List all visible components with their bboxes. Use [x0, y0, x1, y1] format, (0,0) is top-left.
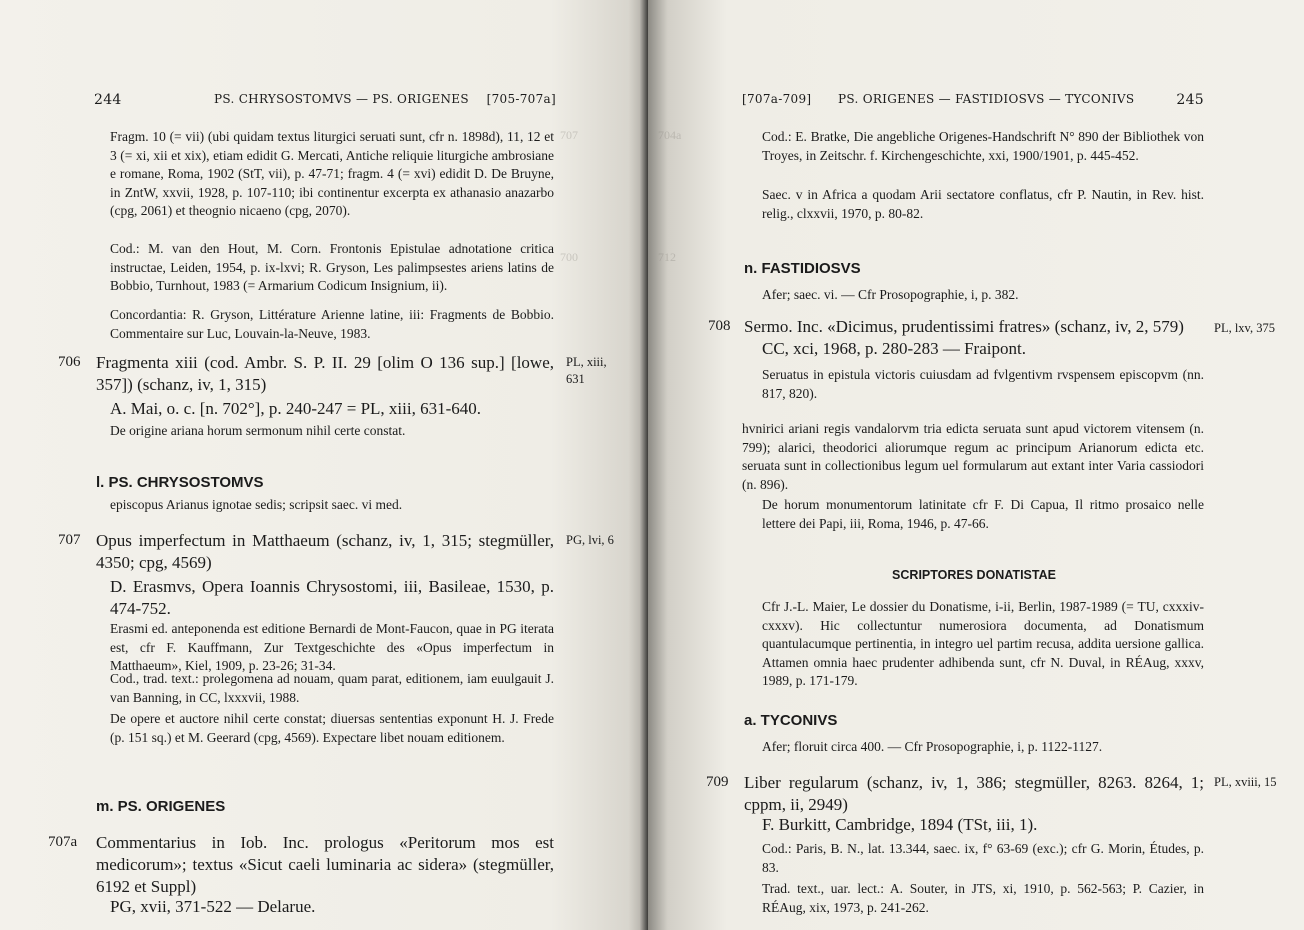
- cod-paragraph: Cod.: E. Bratke, Die angebliche Origenes-Handschrift N° 890 der Bibliothek von Troyes, in Zeitschr. f. Kirchengeschichte, xxi, 1900/1901, p. 445-452.: [762, 129, 1204, 163]
- edition-line: F. Burkitt, Cambridge, 1894 (TSt, iii, 1).: [762, 815, 1038, 834]
- section-heading: l. PS. CHRYSOSTOMVS: [96, 474, 264, 491]
- entry-number: 706: [58, 354, 81, 370]
- edition-line: PG, xvii, 371-522 — Delarue.: [110, 897, 316, 916]
- section-heading: n. FASTIDIOSVS: [744, 260, 861, 277]
- entry-707a-title: Commentarius in Iob. Inc. prologus «Peritorum mos est medicorum»; textus «Sicut caeli luminaria ac sidera» (stegmüller, 6192 et Suppl): [96, 833, 554, 896]
- right-running-head: [742, 92, 1204, 106]
- saec-paragraph: Saec. v in Africa a quodam Arii sectatore conflatus, cfr P. Nautin, in Rev. hist. relig., clxxvii, 1970, p. 80-82.: [762, 187, 1204, 221]
- cod-paragraph: Cod.: M. van den Hout, M. Corn. Frontonis Epistulae adnotatione critica instructae, Leiden, 1954, p. ix-lxvi; R. Gryson, Les palimpsestes ariens latins de Bobbio, Turnhout, 1983 (= Armarium Codicum Insignium, ii).: [110, 241, 554, 294]
- fragm-paragraph: Fragm. 10 (= vii) (ubi quidam textus liturgici seruati sunt, cfr n. 1898d), 11, 12 et 3 (= xi, xii et xix), etiam edidit G. Mercati, Antiche reliquie liturgiche ambrosiane e romane, Roma, 1902 (StT, vii), p. 47-71; fragm. 4 (= xvi) edidit D. De Bruyne, in ZntW, xxvii, 1928, p. 107-110; ibi continentur excerpta ex athanasio anazarbo (cpg, 2061) et theognio nicaeno (cpg, 2070).: [110, 129, 554, 219]
- entry-number: 707: [58, 532, 81, 548]
- left-page: [0, 0, 648, 930]
- entry-709-title: Liber regularum (schanz, iv, 1, 386; stegmüller, 8263. 8264, 1; cppm, ii, 2949): [744, 773, 1204, 814]
- section-heading: m. PS. ORIGENES: [96, 798, 226, 815]
- pg-reference: PG, lvi, 6: [566, 533, 614, 547]
- show-through-text: 712: [658, 250, 676, 264]
- entry-707-title: Opus imperfectum in Matthaeum (schanz, iv, 1, 315; stegmüller, 4350; cpg, 4569): [96, 531, 554, 572]
- section-heading: SCRIPTORES DONATISTAE: [892, 568, 1056, 582]
- edition-line: D. Erasmvs, Opera Ioannis Chrysostomi, iii, Basileae, 1530, p. 474-752.: [110, 577, 554, 618]
- entry-708-title: Sermo. Inc. «Dicimus, prudentissimi fratres» (schanz, iv, 2, 579): [744, 317, 1184, 336]
- entry-number: 708: [708, 318, 731, 334]
- entry-number: 709: [706, 774, 729, 790]
- range: [707a-709]: [742, 92, 812, 106]
- page-number: 245: [1176, 92, 1204, 108]
- entry-number: 707a: [48, 834, 78, 850]
- left-running-head: [94, 92, 556, 108]
- section-note: Afer; saec. vi. — Cfr Prosopographie, i, p. 382.: [762, 287, 1019, 302]
- show-through-text: 707: [560, 128, 578, 142]
- show-through-text: 700: [560, 250, 578, 264]
- right-page: [648, 0, 1304, 930]
- edition-line: A. Mai, o. c. [n. 702°], p. 240-247 = PL, xiii, 631-640.: [110, 399, 481, 418]
- page-number: 244: [94, 92, 122, 108]
- erasmus-paragraph: Erasmi ed. anteponenda est editione Bernardi de Mont-Faucon, quae in PG iterata est, cfr F. Kauffmann, Zur Textgeschichte des «Opus imperfectum in Matthaeum», Kiel, 1909, p. 23-26; 31-34.: [110, 621, 554, 674]
- section-note: Afer; floruit circa 400. — Cfr Prosopographie, i, p. 1122-1127.: [762, 739, 1103, 754]
- show-through-text: 704a: [658, 128, 682, 142]
- concordantia-paragraph: Concordantia: R. Gryson, Littérature Arienne latine, iii: Fragments de Bobbio. Commentaire sur Luc, Louvain-la-Neuve, 1983.: [110, 307, 554, 341]
- latinitate-paragraph: De horum monumentorum latinitate cfr F. Di Capua, Il ritmo prosaico nelle lettere dei Papi, iii, Roma, 1946, p. 47-66.: [762, 497, 1204, 531]
- pl-reference: PL, xviii, 15: [1214, 775, 1277, 789]
- donatistae-paragraph: Cfr J.-L. Maier, Le dossier du Donatisme, i-ii, Berlin, 1987-1989 (= TU, cxxxiv-cxxxv). Hic collectuntur numerosiora documenta, ad Donatismum quantulacumque pertinentia, in integro uel partim recusa, addita uersione gallica. Attamen omnia haec prudenter adhibenda sunt, cfr N. Duval, in RÉAug, xxxv, 1989, p. 171-179.: [762, 599, 1204, 689]
- trad-text-paragraph: Cod., trad. text.: prolegomena ad nouam, quam parat, editionem, iam euulgauit J. van Banning, in CC, lxxxvii, 1988.: [110, 671, 554, 705]
- opere-paragraph: De opere et auctore nihil certe constat; diuersas sententias exponunt H. J. Frede (p. 151 sq.) et M. Geerard (cpg, 4569). Expectare libet nouam editionem.: [110, 711, 554, 745]
- cod-paragraph: Cod.: Paris, B. N., lat. 13.344, saec. ix, f° 63-69 (exc.); cfr G. Morin, Études, p. 83.: [762, 841, 1204, 875]
- entry-706-title: Fragmenta xiii (cod. Ambr. S. P. II. 29 [olim O 136 sup.] [lowe, 357]) (schanz, iv, 1, 315): [96, 353, 554, 394]
- section-note: episcopus Arianus ignotae sedis; scripsit saec. vi med.: [110, 497, 403, 512]
- pl-reference: PL, lxv, 375: [1214, 321, 1275, 335]
- trad-text-paragraph: Trad. text., uar. lect.: A. Souter, in JTS, xi, 1910, p. 562-563; P. Cazier, in RÉAug, xix, 1973, p. 241-262.: [762, 881, 1204, 915]
- edicta-paragraph: hvnirici ariani regis vandalorvm tria edicta seruata sunt apud victorem vitensem (n. 799); alarici, theodorici aliorumque regum ac principum Arianorum edicta etc. seruata sunt in collectionibus legum uel formularum aut extant inter Varia cassiodori (n. 896).: [742, 421, 1204, 492]
- running-title: PS. ORIGENES — FASTIDIOSVS — TYCONIVS: [838, 92, 1135, 106]
- note-line: De origine ariana horum sermonum nihil certe constat.: [110, 423, 406, 438]
- running-title: PS. CHRYSOSTOMVS — PS. ORIGENES: [214, 92, 469, 106]
- edition-line: CC, xci, 1968, p. 280-283 — Fraipont.: [762, 339, 1026, 358]
- seruatus-paragraph: Seruatus in epistula victoris cuiusdam ad fvlgentivm rvspensem episcopvm (nn. 817, 820).: [762, 367, 1204, 401]
- range: [705-707a]: [486, 92, 556, 106]
- section-heading: a. TYCONIVS: [744, 712, 838, 729]
- pl-reference: PL, xiii, 631: [566, 355, 607, 386]
